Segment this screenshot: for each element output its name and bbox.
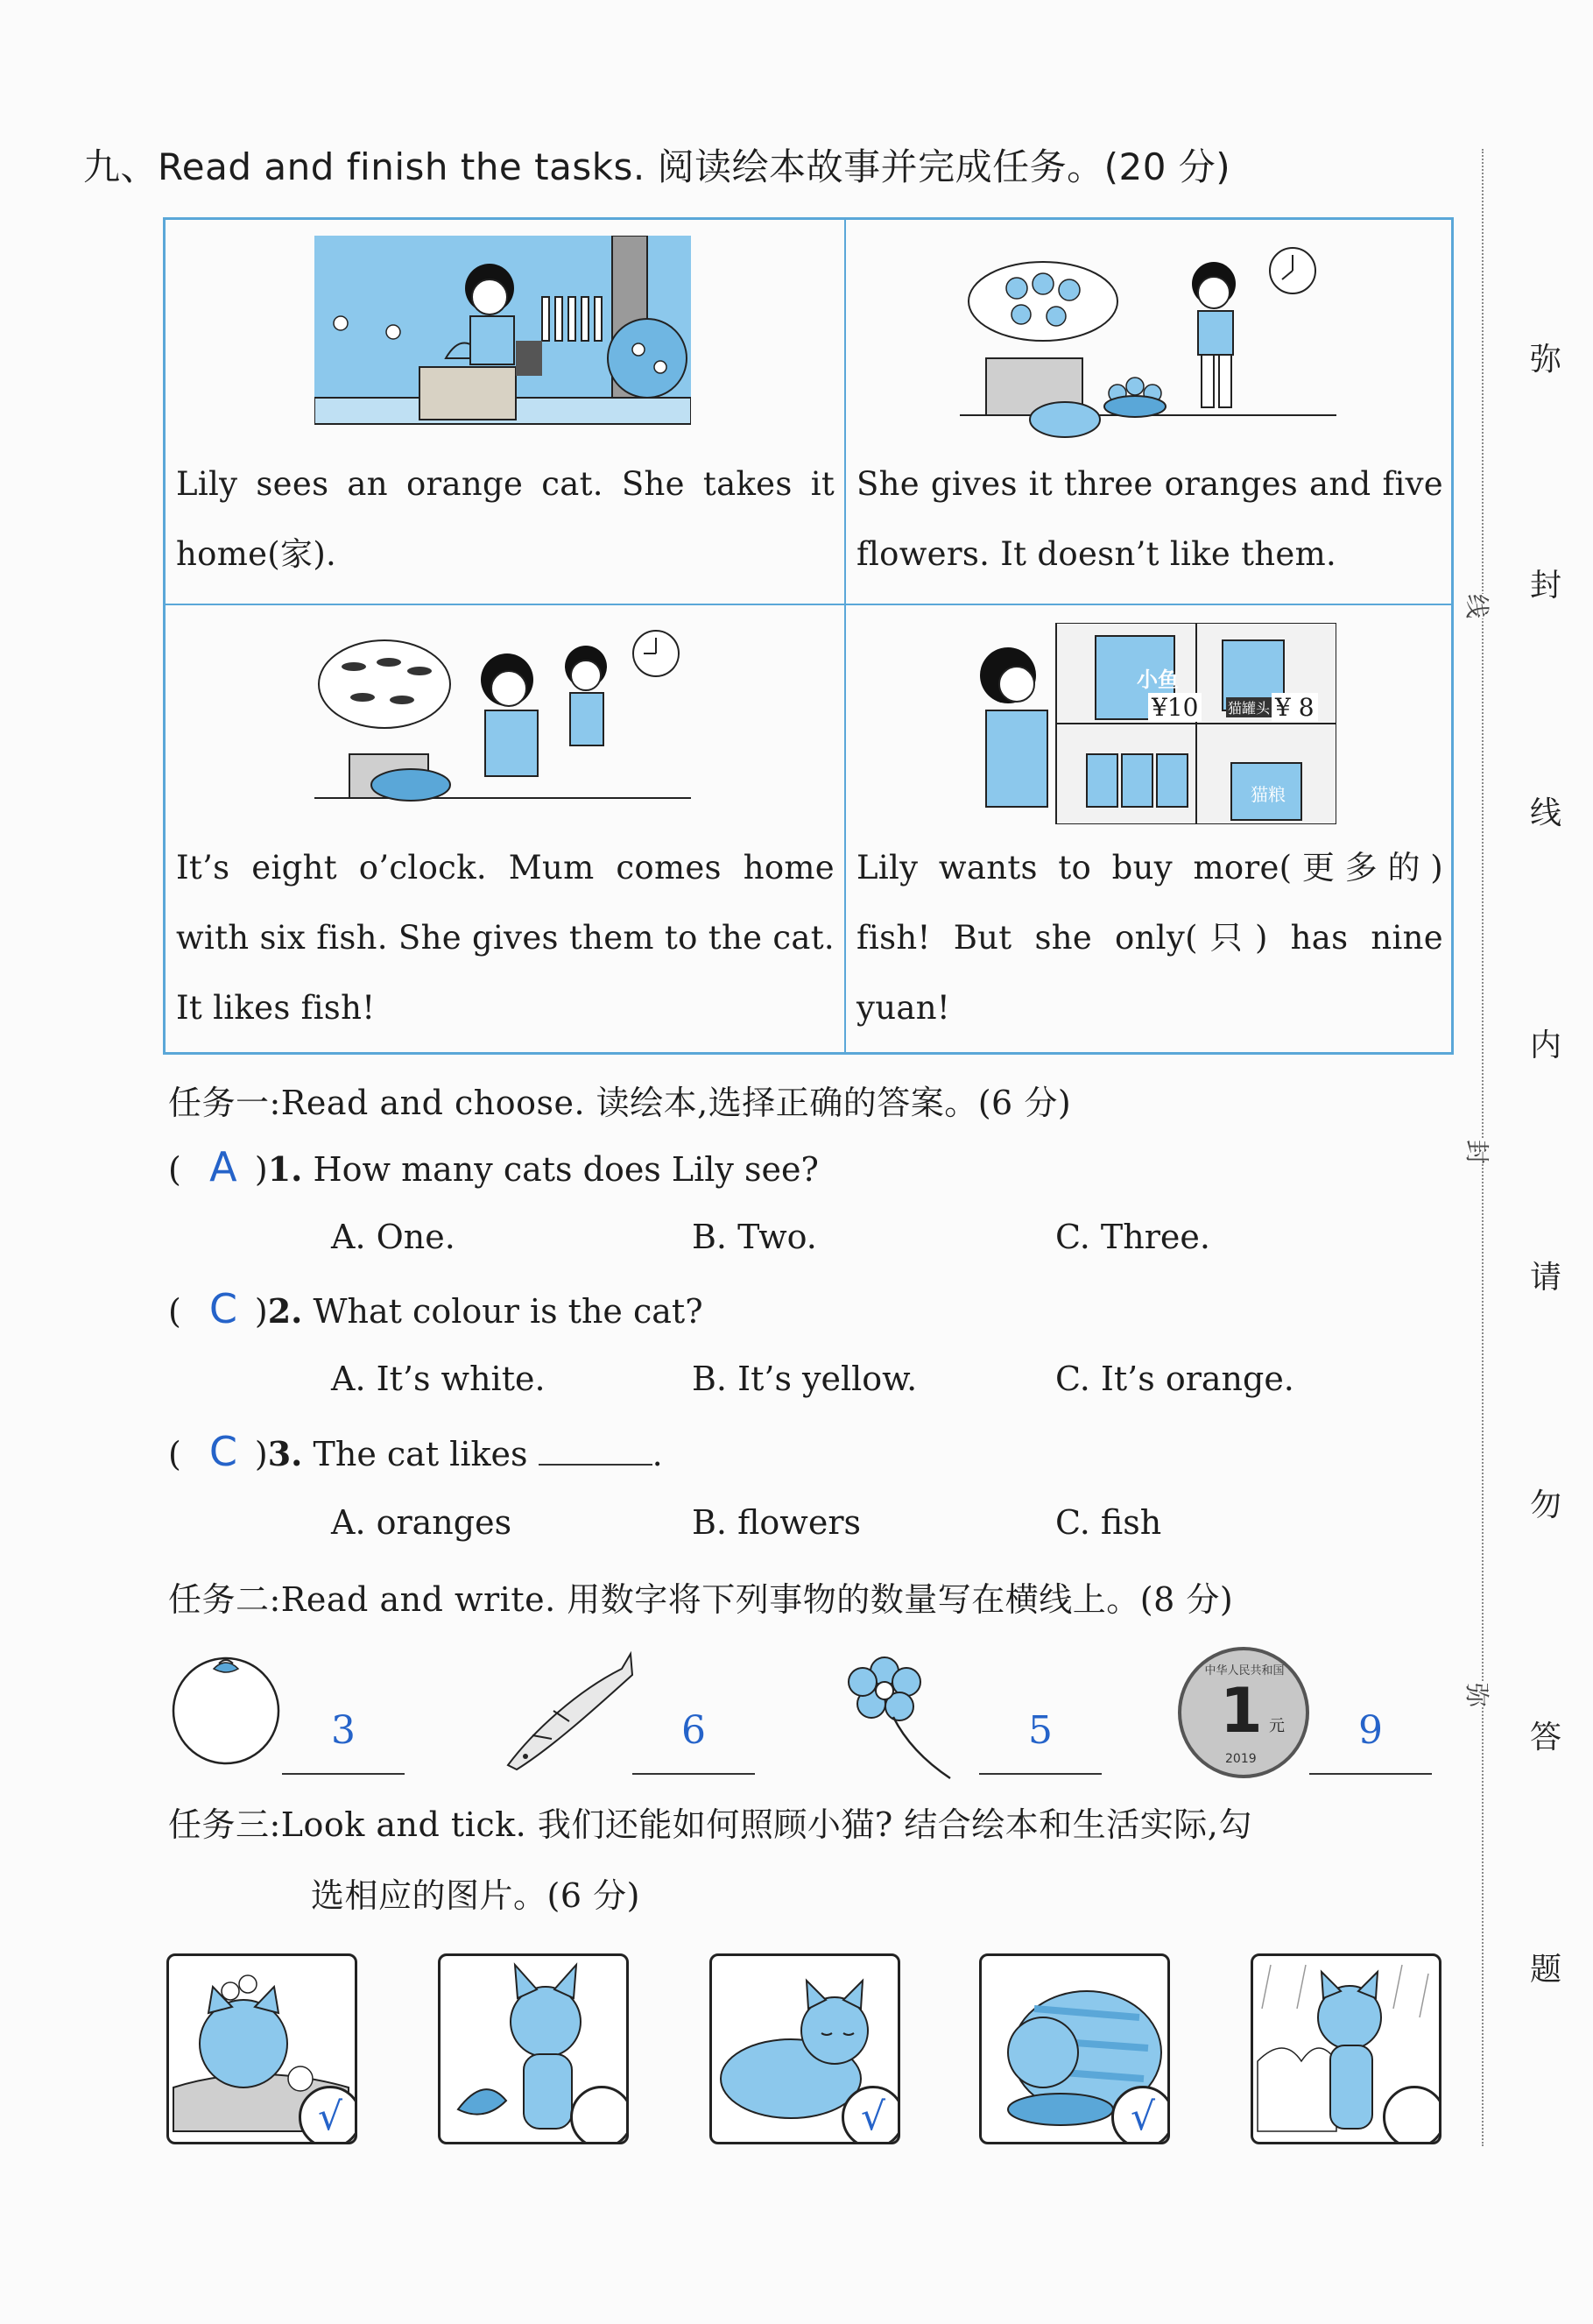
seal-mark-2: 封 [1461,1140,1496,1164]
side-char-6: 勿 [1529,1487,1561,1523]
tick-option-eat[interactable] [979,1953,1170,2144]
option-1a: A. One. [331,1218,455,1256]
panel-3-illustration [314,623,691,824]
story-panel-3 [166,605,844,1054]
shop-label-fish: 小鱼 [1137,667,1179,692]
task3-title-line2: 选相应的图片。(6 分) [311,1876,640,1915]
option-3b: B. flowers [692,1503,861,1542]
story-panel-4 [846,605,1454,1054]
story-panel-1 [166,220,844,604]
story-grid [163,217,1454,1055]
tick-circle-1[interactable]: √ [299,2086,357,2144]
answer-3[interactable]: C [208,1428,237,1475]
option-1c: C. Three. [1055,1218,1210,1256]
side-char-4: 内 [1529,1028,1561,1063]
shop-price-fish: ¥10 [1148,693,1202,722]
tick-circle-3[interactable]: √ [842,2086,900,2144]
answer-2[interactable]: C [208,1285,237,1332]
story-caption-4: Lily wants to buy more(更多的) fish! But she only(只) has nine yuan! [856,849,1443,1027]
count-answer-coin[interactable]: 9 [1358,1708,1383,1753]
coin-unit: 元 [1269,1717,1285,1735]
side-char-3: 线 [1529,795,1561,831]
count-answer-fish[interactable]: 6 [681,1708,706,1753]
count-line-fish [632,1773,755,1775]
question-number-3: 3. [267,1434,303,1473]
story-caption-2: She gives it three oranges and five flowers. It doesn’t like them. [856,465,1443,573]
count-line-orange [282,1773,405,1775]
question-text-1: How many cats does Lily see? [313,1150,819,1189]
count-line-coin [1309,1773,1432,1775]
side-char-8: 题 [1529,1952,1561,1988]
section-title: 九、Read and finish the tasks. 阅读绘本故事并完成任务。(20 分) [83,145,1231,188]
tick-option-bath[interactable] [166,1953,357,2144]
count-answer-flower[interactable]: 5 [1028,1708,1053,1753]
panel-2-illustration [960,236,1336,446]
answer-blank[interactable] [539,1429,652,1466]
story-caption-3: It’s eight o’clock. Mum comes home with six fish. She gives them to the cat. It likes fish! [176,849,835,1027]
tick-circle-2[interactable] [570,2086,629,2144]
answer-1[interactable]: A [209,1143,237,1190]
tick-option-sleep[interactable] [709,1953,900,2144]
shop-label-catfood: 猫粮 [1251,784,1286,805]
side-char-5: 请 [1529,1260,1561,1296]
count-line-flower [979,1773,1102,1775]
fish-icon [499,1647,639,1774]
question-number-1: 1. [267,1149,303,1189]
seal-mark-1: 线 [1461,594,1496,618]
tick-circle-4[interactable]: √ [1111,2086,1170,2144]
task2-title: 任务二:Read and write. 用数字将下列事物的数量写在横线上。(8 分) [168,1580,1234,1619]
side-char-1: 弥 [1529,342,1561,378]
flower-icon [845,1656,968,1787]
coin-value: 1 [1220,1675,1263,1747]
panel-1-illustration [314,236,691,437]
tick-option-rain[interactable] [1251,1953,1441,2144]
option-2c: C. It’s orange. [1055,1360,1294,1398]
task3-title-line1: 任务三:Look and tick. 我们还能如何照顾小猫? 结合绘本和生活实际,勾 [168,1805,1252,1844]
coin-year: 2019 [1225,1752,1257,1766]
question-text-2: What colour is the cat? [313,1292,703,1331]
shop-price-can: ¥ 8 [1272,693,1318,722]
option-2b: B. It’s yellow. [692,1360,918,1398]
tick-option-pepper[interactable] [438,1953,629,2144]
coin-top-text: 中华人民共和国 [1204,1664,1285,1678]
seal-mark-3: 弥 [1461,1683,1496,1707]
orange-icon [165,1651,287,1765]
option-2a: A. It’s white. [331,1360,546,1398]
tick-circle-5[interactable] [1383,2086,1441,2144]
side-char-2: 封 [1529,568,1561,604]
side-char-7: 答 [1529,1720,1561,1755]
count-answer-orange[interactable]: 3 [331,1708,356,1753]
task1-question-1: ( A )1. How many cats does Lily see? [168,1143,819,1190]
question-number-2: 2. [267,1291,303,1331]
question-text-3: The cat likes [313,1435,528,1473]
task1-question-2: ( C )2. What colour is the cat? [168,1285,703,1332]
story-panel-2 [846,220,1454,604]
task1-title: 任务一:Read and choose. 读绘本,选择正确的答案。(6 分) [168,1084,1072,1122]
coin-icon [1178,1647,1309,1778]
option-3c: C. fish [1055,1503,1162,1542]
option-3a: A. oranges [331,1503,512,1542]
story-caption-1: Lily sees an orange cat. She takes it home(家). [176,465,835,573]
option-1b: B. Two. [692,1218,817,1256]
shop-label-can: 猫罐头 [1226,697,1272,717]
task1-question-3: ( C )3. The cat likes . [168,1428,663,1475]
